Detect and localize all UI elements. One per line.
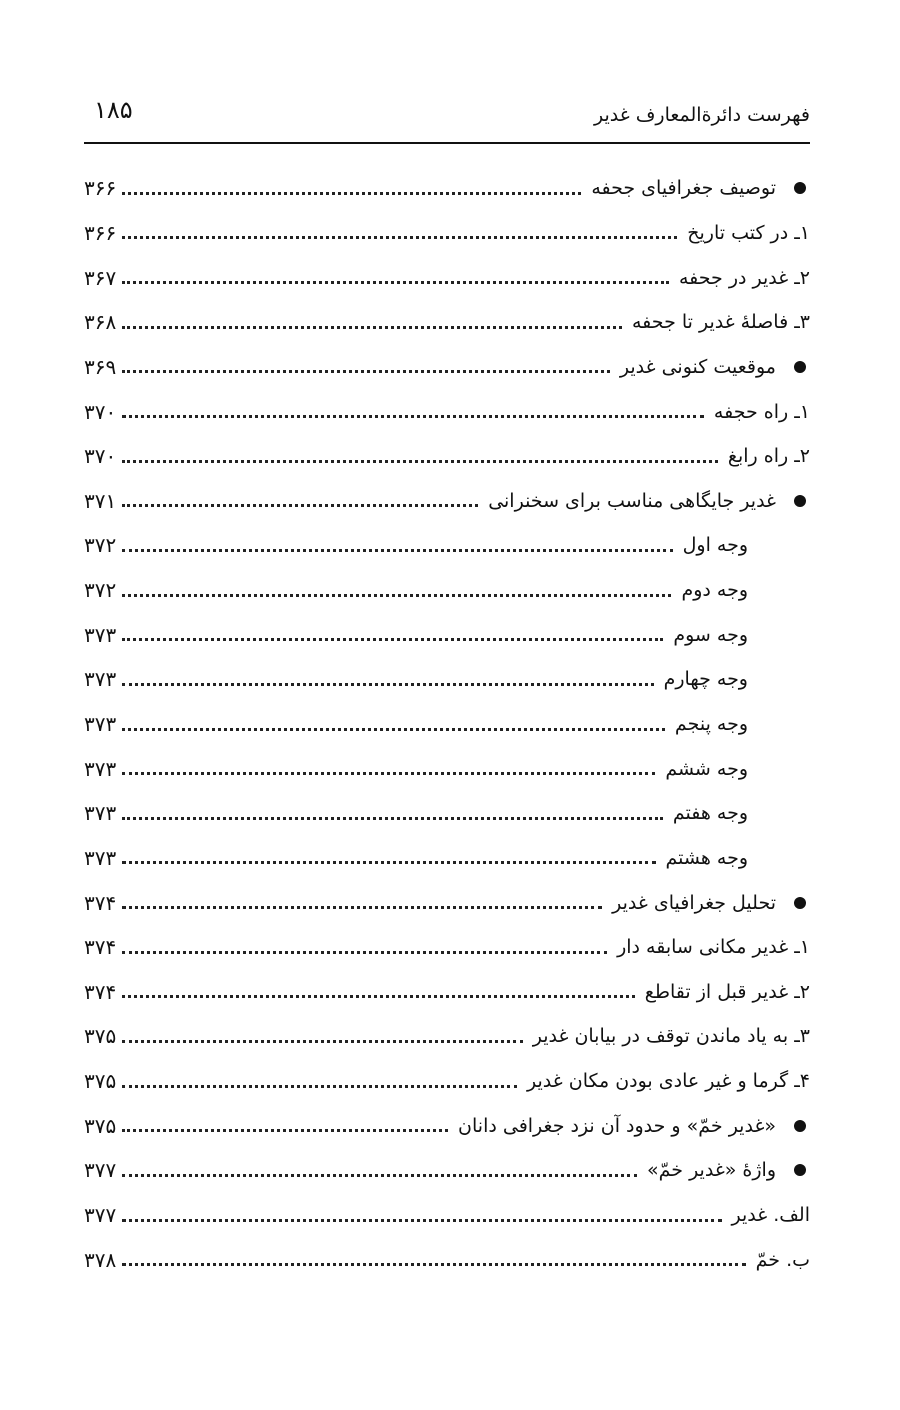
dot-leader xyxy=(122,326,622,329)
toc-entry-title: تحلیل جغرافیای غدیر xyxy=(606,892,810,914)
dot-leader xyxy=(122,594,671,597)
toc-entry-title: ۳ـ فاصلهٔ غدیر تا جحفه xyxy=(626,311,810,333)
toc-entry-title: الف. غدیر xyxy=(726,1204,811,1226)
bullet-icon xyxy=(794,361,806,373)
dot-leader xyxy=(122,1085,517,1088)
toc-entry xyxy=(84,478,810,523)
dot-leader xyxy=(122,728,665,731)
dot-leader xyxy=(122,1129,448,1132)
bullet-icon xyxy=(794,897,806,909)
dot-leader xyxy=(122,995,635,998)
toc-entry xyxy=(84,657,810,702)
dot-leader xyxy=(122,817,663,820)
toc-entry-page: ۳۶۹ xyxy=(84,354,117,379)
toc-entry-title: «غدیر خمّ» و حدود آن نزد جغرافی دانان xyxy=(452,1115,810,1137)
toc-entry-page: ۳۷۲ xyxy=(84,533,117,558)
dot-leader xyxy=(122,370,610,373)
toc-entry-page: ۳۷۲ xyxy=(84,578,117,603)
toc-entry-page: ۳۷۷ xyxy=(84,1203,117,1228)
dot-leader xyxy=(122,460,718,463)
toc-entry-title: وجه چهارم xyxy=(658,668,810,690)
toc-entry-page: ۳۷۷ xyxy=(84,1158,117,1183)
toc-entry-page: ۳۶۶ xyxy=(84,176,117,201)
toc-entry xyxy=(84,166,810,211)
toc-entry-title: ۲ـ غدیر قبل از تقاطع xyxy=(639,981,810,1003)
dot-leader xyxy=(122,1174,637,1177)
toc-entry-title: وجه ششم xyxy=(659,758,810,780)
toc-entry xyxy=(84,612,810,657)
toc-entry xyxy=(84,925,810,970)
toc-entry-title: وجه اول xyxy=(677,534,810,556)
toc-entry-title: ۱ـ غدیر مکانی سابقه دار xyxy=(611,936,810,958)
toc-entry xyxy=(84,1014,810,1059)
table-of-contents xyxy=(84,166,810,1282)
toc-entry-page: ۳۷۴ xyxy=(84,979,117,1004)
toc-entry-page: ۳۷۳ xyxy=(84,756,117,781)
toc-entry-page: ۳۷۳ xyxy=(84,667,117,692)
dot-leader xyxy=(122,504,478,507)
toc-entry xyxy=(84,211,810,256)
page-number: ۱۸۵ xyxy=(94,96,133,124)
dot-leader xyxy=(122,192,581,195)
toc-entry-page: ۳۷۰ xyxy=(84,399,117,424)
toc-entry xyxy=(84,746,810,791)
toc-entry-title: ۲ـ راه رابغ xyxy=(722,445,810,467)
toc-entry-page: ۳۶۶ xyxy=(84,220,117,245)
toc-entry-title: ۳ـ به یاد ماندن توقف در بیابان غدیر xyxy=(527,1025,810,1047)
toc-entry-page: ۳۷۳ xyxy=(84,712,117,736)
toc-entry xyxy=(84,568,810,613)
toc-entry-title: ۴ـ گرما و غیر عادی بودن مکان غدیر xyxy=(521,1070,810,1092)
toc-entry-title: ۱ـ در کتب تاریخ xyxy=(681,222,810,244)
toc-entry-page: ۳۷۵ xyxy=(84,1113,117,1138)
toc-entry xyxy=(84,1237,810,1282)
toc-entry-title: واژهٔ «غدیر خمّ» xyxy=(641,1159,810,1181)
toc-entry xyxy=(84,1193,810,1238)
toc-entry-page: ۳۷۸ xyxy=(84,1247,117,1272)
dot-leader xyxy=(122,415,704,418)
dot-leader xyxy=(122,281,669,284)
dot-leader xyxy=(122,638,663,641)
toc-entry-page: ۳۷۳ xyxy=(84,801,117,826)
running-header xyxy=(84,96,810,144)
toc-entry xyxy=(84,791,810,836)
running-title: فهرست دائرةالمعارف غدیر xyxy=(593,104,810,126)
dot-leader xyxy=(122,1040,522,1043)
toc-entry xyxy=(84,836,810,881)
toc-entry xyxy=(84,702,810,747)
dot-leader xyxy=(122,1219,721,1222)
toc-entry xyxy=(84,389,810,434)
toc-entry-title: وجه دوم xyxy=(675,579,810,601)
dot-leader xyxy=(122,906,602,909)
toc-entry xyxy=(84,880,810,925)
toc-entry-page: ۳۷۱ xyxy=(84,488,117,513)
toc-entry-page: ۳۷۳ xyxy=(84,845,117,870)
toc-entry-page: ۳۷۳ xyxy=(84,622,117,647)
bullet-icon xyxy=(794,1120,806,1132)
toc-entry-title: موقعیت کنونی غدیر xyxy=(614,356,810,378)
toc-entry-page: ۳۷۴ xyxy=(84,935,117,960)
toc-entry-page: ۳۷۵ xyxy=(84,1069,117,1094)
toc-entry-title: وجه سوم xyxy=(667,624,810,646)
toc-entry-title: وجه هشتم xyxy=(660,847,811,869)
dot-leader xyxy=(122,861,655,864)
toc-entry-page: ۳۶۸ xyxy=(84,310,117,335)
dot-leader xyxy=(122,1263,745,1266)
toc-entry-title: وجه پنجم xyxy=(669,713,810,735)
toc-entry-page: ۳۷۴ xyxy=(84,890,117,915)
toc-entry xyxy=(84,523,810,568)
dot-leader xyxy=(122,236,677,239)
toc-entry xyxy=(84,1103,810,1148)
toc-entry-title: وجه هفتم xyxy=(667,802,810,824)
toc-entry xyxy=(84,1059,810,1104)
toc-entry xyxy=(84,434,810,479)
dot-leader xyxy=(122,683,653,686)
toc-entry-page: ۳۷۰ xyxy=(84,444,117,469)
toc-entry-title: توصیف جغرافیای جحفه xyxy=(585,177,810,199)
toc-entry-page: ۳۶۷ xyxy=(84,265,117,290)
toc-entry xyxy=(84,345,810,390)
toc-entry xyxy=(84,970,810,1015)
toc-entry xyxy=(84,255,810,300)
toc-entry-title: ۱ـ راه حجفه xyxy=(708,401,810,423)
dot-leader xyxy=(122,549,672,552)
toc-entry xyxy=(84,300,810,345)
bullet-icon xyxy=(794,495,806,507)
toc-entry-page: ۳۷۵ xyxy=(84,1024,117,1049)
toc-entry-title: ۲ـ غدیر در جحفه xyxy=(673,267,810,289)
dot-leader xyxy=(122,772,655,775)
toc-entry-title: غدیر جایگاهی مناسب برای سخنرانی xyxy=(482,490,810,512)
toc-entry-title: ب. خمّ xyxy=(750,1249,810,1271)
dot-leader xyxy=(122,951,607,954)
toc-entry xyxy=(84,1148,810,1193)
